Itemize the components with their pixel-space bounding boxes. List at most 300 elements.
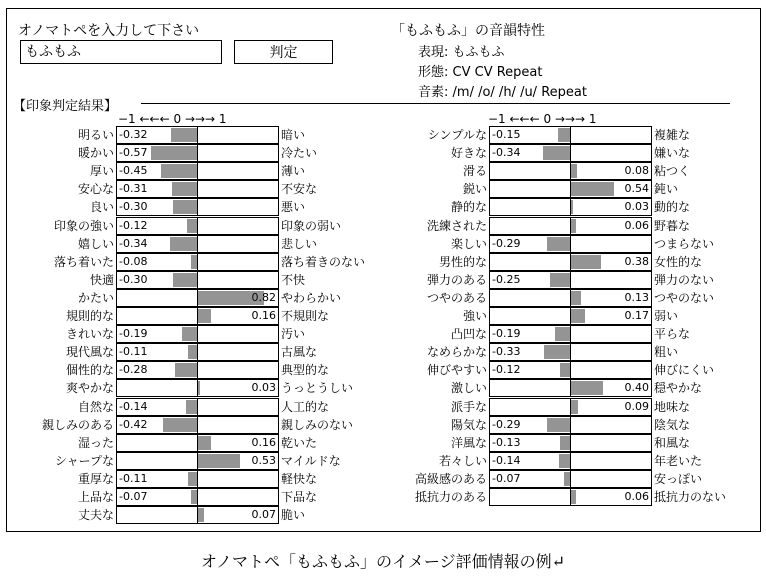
adjective-left: かたい [77,290,114,305]
adjective-left: 男性的な [438,254,487,269]
adjective-left: 嬉しい [77,236,114,251]
score-fill [560,363,570,377]
adjective-left: 湿った [77,435,114,450]
score-value: -0.28 [119,363,148,377]
adjective-left: 伸びやすい [426,363,487,378]
scale-left-text: −1 ←←← [488,112,544,126]
score-bar [489,470,652,488]
onomatopoeia-input[interactable] [20,40,222,64]
zero-line [197,272,198,288]
score-bar [116,361,279,379]
zero-line [197,218,198,234]
zero-line [197,471,198,487]
score-fill [151,146,197,160]
score-bar [116,398,279,416]
result-row [4,398,384,416]
zero-line [197,417,198,433]
score-fill [571,400,578,414]
score-fill [171,128,197,142]
adjective-right: 軽快な [281,471,318,486]
feature-form [418,61,543,80]
adjective-right: やわらかい [281,290,342,305]
result-row [377,144,757,162]
zero-line [197,507,198,523]
result-row [4,307,384,325]
zero-line [197,308,198,324]
zero-line [570,489,571,505]
zero-line [197,435,198,451]
score-value: -0.42 [119,417,148,431]
result-row [377,307,757,325]
result-row [377,235,757,253]
score-bar [116,217,279,235]
result-row [377,470,757,488]
score-fill [186,400,197,414]
score-bar [489,325,652,343]
zero-line [570,181,571,197]
score-fill [571,200,573,214]
score-bar [116,470,279,488]
score-bar [116,253,279,271]
result-row [4,144,384,162]
score-bar [489,398,652,416]
result-row [4,198,384,216]
adjective-left: 快適 [89,272,114,287]
adjective-left: 規則的な [65,309,114,323]
adjective-right: 粘つく [654,164,691,179]
adjective-left: 重厚な [77,471,114,486]
adjective-right: 野暮な [654,218,691,233]
result-row [4,289,384,307]
score-value: 0.13 [624,290,649,304]
score-value: -0.14 [119,399,148,413]
result-row [4,217,384,235]
result-row [377,416,757,434]
score-bar [116,452,279,470]
score-bar [489,162,652,180]
adjective-left: なめらかな [426,345,487,360]
score-value: -0.29 [492,236,521,250]
judge-button-label: 判定 [269,45,298,61]
score-fill [198,454,240,468]
result-row [377,379,757,397]
zero-line [570,435,571,451]
adjective-left: つやのある [426,290,487,305]
score-bar [489,379,652,397]
result-row [377,343,757,361]
adjective-right: 伸びにくい [654,363,715,378]
score-bar [489,488,652,506]
adjective-right: 年老いた [654,453,703,468]
input-value: もふもふ [25,44,81,60]
adjective-left: 落ち着いた [53,254,114,269]
score-value: 0.82 [251,290,276,304]
adjective-right: 陰気な [654,417,691,432]
adjective-right: 悪い [281,200,306,215]
adjective-right: 抵抗力のない [654,490,727,504]
score-value: 0.06 [624,218,649,232]
score-bar [489,235,652,253]
score-fill [173,200,197,214]
section-divider [141,103,730,104]
score-fill [555,327,570,341]
feature-value: CV CV Repeat [452,65,543,80]
adjective-left: 好きな [450,146,487,161]
result-row [4,488,384,506]
adjective-right: 女性的な [654,254,703,269]
score-fill [544,345,570,359]
score-bar [116,506,279,524]
score-fill [173,273,197,287]
adjective-left: 派手な [450,399,487,414]
result-row [4,470,384,488]
score-value: -0.45 [119,164,148,178]
adjective-right: 弾力のない [654,272,715,287]
result-row [4,325,384,343]
score-fill [558,128,570,142]
app-panel [6,8,761,532]
score-fill [188,472,197,486]
score-bar [116,434,279,452]
adjective-right: 汚い [281,327,306,342]
zero-line [570,344,571,360]
result-row [4,434,384,452]
adjective-right: 典型的な [281,363,330,378]
score-value: 0.03 [251,381,276,395]
result-row [377,271,757,289]
score-bar [489,416,652,434]
zero-line [570,362,571,378]
result-row [377,488,757,506]
score-bar [489,126,652,144]
score-bar [489,271,652,289]
score-value: -0.30 [119,272,148,286]
result-row [377,126,757,144]
zero-line [570,163,571,179]
zero-line [197,399,198,415]
score-value: -0.11 [119,471,148,485]
score-fill [547,418,570,432]
score-value: -0.33 [492,345,521,359]
score-value: -0.07 [119,490,148,503]
score-bar [116,325,279,343]
adjective-left: 爽やかな [65,381,114,396]
score-value: 0.08 [624,164,649,178]
score-value: -0.30 [119,200,148,214]
result-row [4,162,384,180]
score-fill [559,454,570,468]
zero-line [570,272,571,288]
score-bar [489,180,652,198]
zero-line [197,326,198,342]
result-row [377,325,757,343]
score-fill [163,418,197,432]
score-bar [116,271,279,289]
result-row [4,452,384,470]
score-bar [116,343,279,361]
zero-line [570,127,571,143]
score-bar [116,180,279,198]
score-bar [116,488,279,506]
result-row [4,361,384,379]
result-row [4,416,384,434]
score-bar [116,379,279,397]
score-fill [198,381,200,395]
score-fill [571,255,601,269]
adjective-right: つやのない [654,290,715,305]
adjective-right: 悲しい [281,236,318,251]
score-value: 0.38 [624,254,649,268]
result-row [4,379,384,397]
adjective-left: 厚い [89,164,114,179]
score-value: -0.12 [492,363,521,377]
adjective-left: 現代風な [65,345,114,360]
result-row [4,506,384,524]
score-bar [116,162,279,180]
adjective-left: 暖かい [77,146,114,161]
adjective-right: 乾いた [281,435,318,450]
adjective-left: 静的な [450,200,487,215]
score-value: -0.25 [492,272,521,286]
result-row [4,253,384,271]
adjective-left: 明るい [77,128,114,142]
adjective-right: 動的な [654,200,691,215]
score-value: -0.32 [119,128,148,141]
adjective-right: 薄い [281,164,306,179]
adjective-right: 鈍い [654,182,679,197]
score-fill [175,363,197,377]
adjective-right: 地味な [654,399,691,414]
zero-line [570,236,571,252]
score-bar [489,144,652,162]
score-bar [116,307,279,325]
adjective-left: 陽気な [450,417,487,432]
adjective-left: 凸凹な [450,327,487,342]
section-title: 【印象判定結果】 [13,99,118,114]
adjective-right: うっとうしい [281,381,354,396]
result-row [377,180,757,198]
score-value: 0.53 [251,453,276,467]
score-fill [571,381,603,395]
adjective-left: 上品な [77,490,114,504]
adjective-right: 暗い [281,128,306,142]
adjective-right: 不快 [281,272,306,287]
score-value: 0.17 [624,309,649,322]
score-fill [188,345,197,359]
score-value: -0.12 [119,218,148,232]
result-row [377,434,757,452]
result-row [377,162,757,180]
score-bar [116,126,279,144]
score-value: 0.06 [624,490,649,503]
score-value: -0.13 [492,435,521,449]
adjective-right: 嫌いな [654,146,691,161]
feature-value: /m/ /o/ /h/ /u/ Repeat [452,85,587,100]
score-fill [550,273,570,287]
score-fill [543,146,570,160]
score-fill [172,182,197,196]
adjective-right: マイルドな [281,453,341,468]
adjective-right: 下品な [281,490,318,504]
score-fill [571,164,577,178]
zero-line [570,199,571,215]
zero-line [197,489,198,505]
score-fill [182,327,197,341]
figure-caption: オノマトペ「もふもふ」のイメージ評価情報の例↵ [201,552,565,571]
adjective-left: 鋭い [462,182,487,197]
score-bar [116,289,279,307]
adjective-right: 脆い [281,508,306,523]
zero-line [197,236,198,252]
feature-label: 表現: [418,45,449,60]
score-bar [489,289,652,307]
result-row [4,235,384,253]
score-fill [571,182,614,196]
score-value: 0.16 [251,309,276,322]
zero-line [570,471,571,487]
score-fill [198,508,204,522]
score-bar [489,253,652,271]
score-fill [198,436,211,450]
zero-line [570,417,571,433]
score-bar [489,198,652,216]
result-row [377,289,757,307]
score-fill [571,490,576,504]
adjective-right: 粗い [654,345,679,360]
result-row [377,361,757,379]
score-value: -0.15 [492,128,521,141]
adjective-right: 古風な [281,345,318,360]
zero-line [197,380,198,396]
score-bar [489,307,652,325]
zero-line [570,399,571,415]
adjective-right: 複雑な [654,128,691,142]
zero-line [197,163,198,179]
zero-line [570,308,571,324]
score-bar [116,198,279,216]
feature-expression [418,41,505,60]
score-fill [571,309,585,323]
zero-line [197,290,198,306]
adjective-left: 良い [89,200,114,215]
adjective-right: 穏やかな [654,381,703,396]
scale-left-text: −1 ←←← [118,112,174,126]
input-label: オノマトペを入力して下さい [18,23,200,39]
score-value: 0.54 [624,182,649,196]
adjective-left: 丈夫な [77,508,114,523]
score-bar [116,144,279,162]
result-row [377,452,757,470]
score-value: -0.34 [119,236,148,250]
score-value: -0.57 [119,146,148,160]
score-fill [187,219,197,233]
scale-zero: 0 [543,112,552,126]
adjective-right: 人工的な [281,399,330,414]
score-value: -0.08 [119,254,148,268]
score-value: -0.07 [492,471,521,485]
adjective-left: 洗練された [426,218,487,233]
score-fill [571,219,576,233]
adjective-left: 弾力のある [426,272,487,287]
adjective-right: 不安な [281,182,318,197]
zero-line [197,181,198,197]
score-value: 0.40 [624,381,649,395]
adjective-left: 洋風な [450,435,487,450]
result-row [377,398,757,416]
adjective-left: 安心な [77,182,114,197]
score-fill [161,164,197,178]
zero-line [570,218,571,234]
adjective-right: 平らな [654,327,691,342]
adjective-left: シンプルな [427,128,487,142]
zero-line [570,254,571,270]
adjective-left: 滑る [462,164,487,179]
zero-line [570,453,571,469]
score-bar [489,343,652,361]
score-fill [170,237,197,251]
score-value: -0.31 [119,182,148,196]
zero-line [197,344,198,360]
score-bar [489,452,652,470]
scale-right-text: →→→ 1 [551,112,597,126]
judge-button[interactable] [234,40,333,64]
score-value: -0.14 [492,453,521,467]
score-value: -0.11 [119,345,148,359]
adjective-right: 和風な [654,435,691,450]
feature-value: もふもふ [452,45,505,60]
zero-line [197,127,198,143]
score-bar [489,361,652,379]
score-value: -0.19 [119,327,148,341]
result-row [4,271,384,289]
adjective-right: 不規則な [281,309,330,323]
score-value: -0.34 [492,146,521,160]
adjective-right: 親しみのない [281,417,354,432]
scale-left [118,112,227,126]
score-fill [571,291,581,305]
adjective-left: 若々しい [438,453,487,468]
features-title: 「もふもふ」の音韻特性 [391,23,545,39]
adjective-right: 弱い [654,309,679,323]
adjective-left: 激しい [450,381,487,396]
adjective-right: 落ち着きのない [281,254,366,269]
zero-line [570,145,571,161]
feature-label: 音素: [418,85,449,100]
adjective-left: 親しみのある [41,417,114,432]
score-bar [116,235,279,253]
zero-line [570,326,571,342]
adjective-right: 印象の弱い [281,218,342,233]
scale-zero: 0 [173,112,182,126]
zero-line [570,290,571,306]
adjective-right: 冷たい [281,146,318,161]
score-value: 0.03 [624,200,649,214]
zero-line [197,254,198,270]
zero-line [197,453,198,469]
score-bar [116,416,279,434]
feature-phonemes [418,81,587,100]
adjective-left: 個性的な [65,363,114,378]
result-row [377,198,757,216]
feature-label: 形態: [418,65,449,80]
result-row [4,126,384,144]
score-fill [547,237,570,251]
adjective-left: きれいな [65,327,114,342]
scale-right [488,112,597,126]
adjective-left: 抵抗力のある [414,490,487,504]
adjective-left: 楽しい [450,236,487,251]
score-value: 0.07 [251,508,276,522]
